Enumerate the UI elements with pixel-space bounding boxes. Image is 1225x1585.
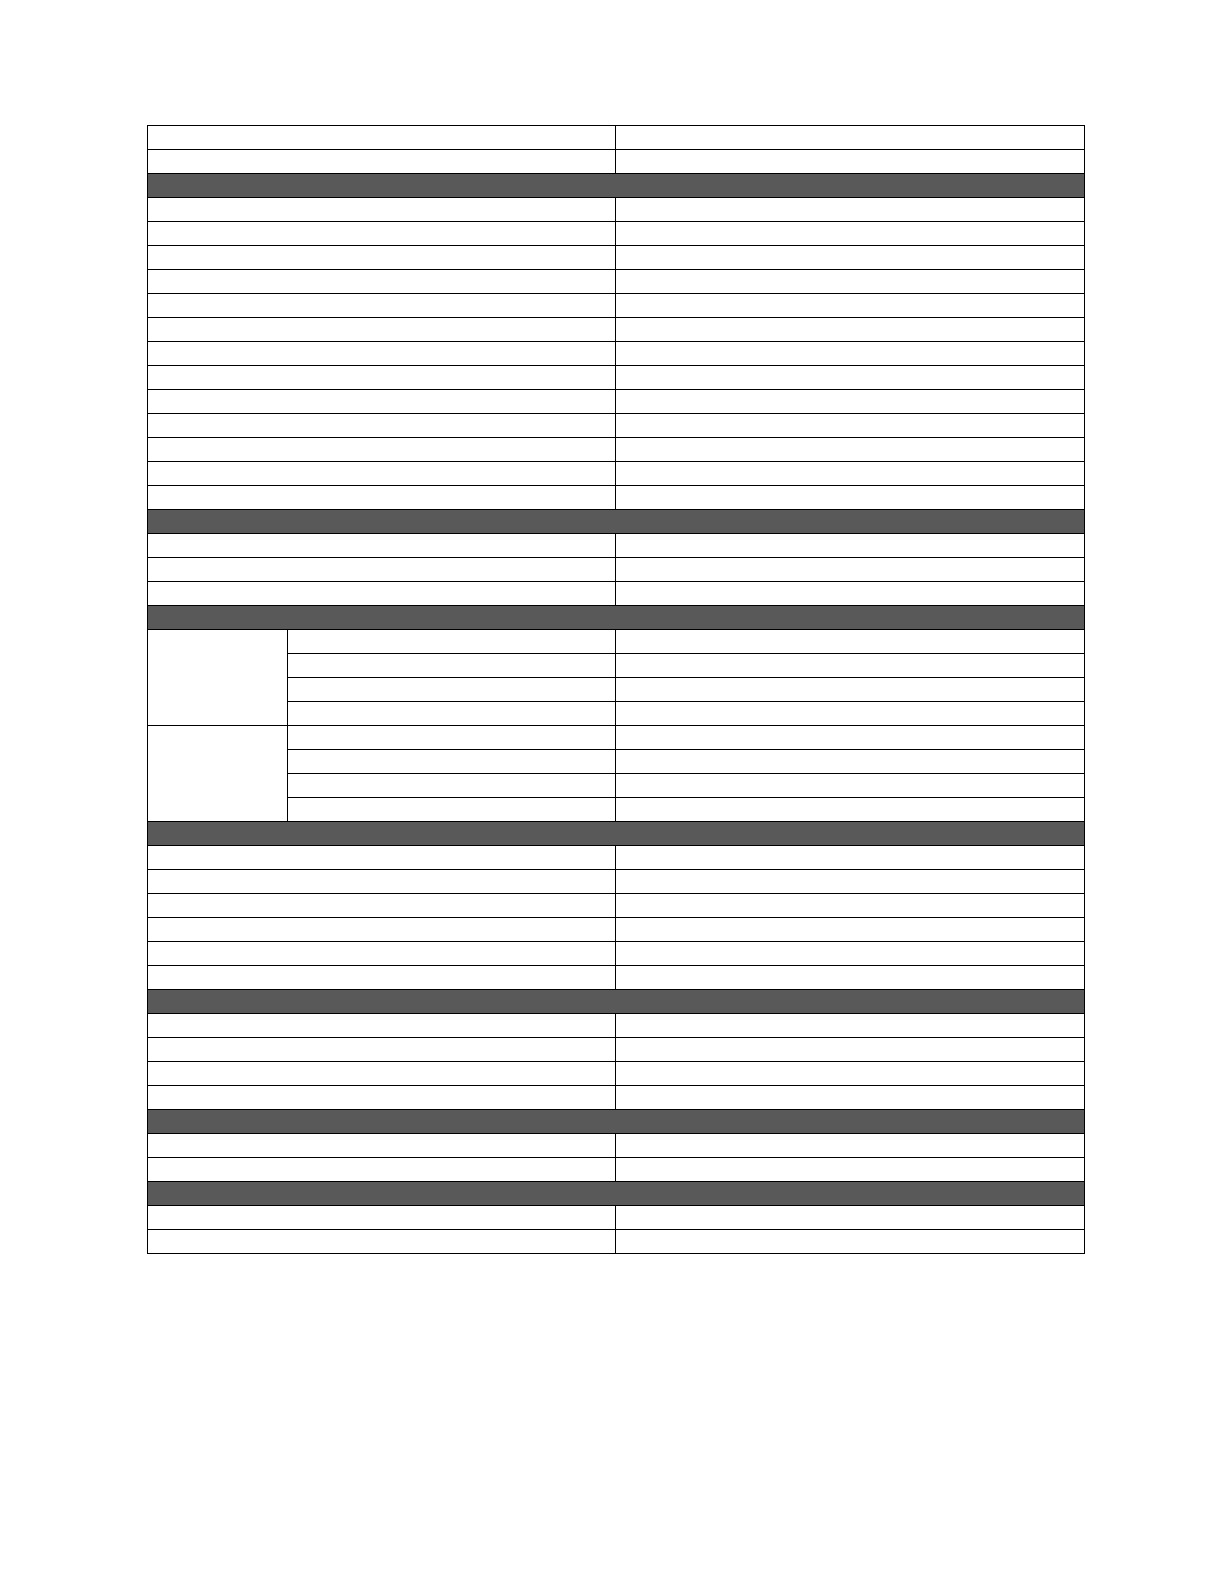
- row-value: [616, 1134, 1085, 1158]
- table-row: [148, 318, 1085, 342]
- table-row: [148, 1134, 1085, 1158]
- table-row: [148, 1206, 1085, 1230]
- sub-row-label: [288, 726, 616, 750]
- group-label: [148, 726, 288, 822]
- row-value: [616, 1014, 1085, 1038]
- table-row: [148, 150, 1085, 174]
- row-value: [616, 1062, 1085, 1086]
- section-header-row: [148, 510, 1085, 534]
- table-row: [148, 942, 1085, 966]
- row-label: [148, 198, 616, 222]
- row-value: [616, 1038, 1085, 1062]
- row-value: [616, 1206, 1085, 1230]
- table-row: [148, 366, 1085, 390]
- row-value: [616, 942, 1085, 966]
- table-row: [148, 1230, 1085, 1254]
- section-title: [148, 822, 1085, 846]
- row-value: [616, 366, 1085, 390]
- sub-row-label: [288, 750, 616, 774]
- row-value: [616, 486, 1085, 510]
- row-value: [616, 126, 1085, 150]
- table-row: [148, 462, 1085, 486]
- table-row: [148, 1038, 1085, 1062]
- table-row: [148, 846, 1085, 870]
- grouped-table-row: [148, 726, 1085, 750]
- row-label: [148, 558, 616, 582]
- row-label: [148, 1158, 616, 1182]
- table-row: [148, 246, 1085, 270]
- row-label: [148, 918, 616, 942]
- grouped-table-row: [148, 750, 1085, 774]
- row-label: [148, 942, 616, 966]
- row-label: [148, 1134, 616, 1158]
- table-row: [148, 870, 1085, 894]
- row-label: [148, 150, 616, 174]
- row-value: [616, 870, 1085, 894]
- row-value: [616, 1086, 1085, 1110]
- grouped-table-row: [148, 702, 1085, 726]
- table-row: [148, 1158, 1085, 1182]
- grouped-table-row: [148, 630, 1085, 654]
- row-value: [616, 534, 1085, 558]
- row-label: [148, 126, 616, 150]
- grouped-table-row: [148, 654, 1085, 678]
- sub-row-value: [616, 678, 1085, 702]
- table-row: [148, 198, 1085, 222]
- table-row: [148, 342, 1085, 366]
- group-label: [148, 630, 288, 726]
- row-value: [616, 558, 1085, 582]
- row-label: [148, 294, 616, 318]
- row-label: [148, 246, 616, 270]
- row-label: [148, 966, 616, 990]
- table-row: [148, 438, 1085, 462]
- table-row: [148, 390, 1085, 414]
- row-label: [148, 534, 616, 558]
- row-value: [616, 966, 1085, 990]
- row-value: [616, 318, 1085, 342]
- section-header-row: [148, 1182, 1085, 1206]
- table-row: [148, 894, 1085, 918]
- row-label: [148, 270, 616, 294]
- section-title: [148, 174, 1085, 198]
- table-row: [148, 582, 1085, 606]
- sub-row-value: [616, 774, 1085, 798]
- row-value: [616, 270, 1085, 294]
- table-row: [148, 1062, 1085, 1086]
- sub-row-value: [616, 630, 1085, 654]
- spec-table: [147, 125, 1085, 1254]
- grouped-table-row: [148, 774, 1085, 798]
- row-value: [616, 198, 1085, 222]
- row-label: [148, 1062, 616, 1086]
- row-value: [616, 582, 1085, 606]
- sub-row-label: [288, 678, 616, 702]
- row-label: [148, 1086, 616, 1110]
- section-header-row: [148, 174, 1085, 198]
- section-header-row: [148, 1110, 1085, 1134]
- table-row: [148, 486, 1085, 510]
- row-label: [148, 1038, 616, 1062]
- sub-row-value: [616, 654, 1085, 678]
- sub-row-label: [288, 630, 616, 654]
- table-row: [148, 126, 1085, 150]
- section-title: [148, 1182, 1085, 1206]
- row-value: [616, 222, 1085, 246]
- row-label: [148, 414, 616, 438]
- table-row: [148, 270, 1085, 294]
- row-label: [148, 366, 616, 390]
- row-label: [148, 390, 616, 414]
- row-label: [148, 486, 616, 510]
- row-label: [148, 1206, 616, 1230]
- section-header-row: [148, 822, 1085, 846]
- section-title: [148, 510, 1085, 534]
- sub-row-label: [288, 774, 616, 798]
- row-value: [616, 390, 1085, 414]
- grouped-table-row: [148, 798, 1085, 822]
- row-label: [148, 870, 616, 894]
- row-value: [616, 918, 1085, 942]
- section-title: [148, 606, 1085, 630]
- row-value: [616, 150, 1085, 174]
- row-value: [616, 294, 1085, 318]
- section-header-row: [148, 606, 1085, 630]
- grouped-table-row: [148, 678, 1085, 702]
- row-label: [148, 318, 616, 342]
- table-row: [148, 294, 1085, 318]
- row-label: [148, 582, 616, 606]
- table-row: [148, 222, 1085, 246]
- sub-row-value: [616, 726, 1085, 750]
- row-value: [616, 894, 1085, 918]
- row-label: [148, 462, 616, 486]
- row-label: [148, 222, 616, 246]
- row-label: [148, 894, 616, 918]
- sub-row-label: [288, 702, 616, 726]
- row-label: [148, 1230, 616, 1254]
- row-value: [616, 846, 1085, 870]
- table-row: [148, 1086, 1085, 1110]
- section-header-row: [148, 990, 1085, 1014]
- table-row: [148, 918, 1085, 942]
- row-value: [616, 438, 1085, 462]
- sub-row-label: [288, 798, 616, 822]
- table-row: [148, 558, 1085, 582]
- row-value: [616, 414, 1085, 438]
- table-row: [148, 414, 1085, 438]
- table-row: [148, 966, 1085, 990]
- spec-table-body: [148, 126, 1085, 1254]
- section-title: [148, 990, 1085, 1014]
- row-value: [616, 246, 1085, 270]
- row-value: [616, 342, 1085, 366]
- sub-row-value: [616, 702, 1085, 726]
- row-value: [616, 1230, 1085, 1254]
- row-value: [616, 462, 1085, 486]
- sub-row-label: [288, 654, 616, 678]
- row-label: [148, 846, 616, 870]
- table-row: [148, 1014, 1085, 1038]
- section-title: [148, 1110, 1085, 1134]
- row-label: [148, 342, 616, 366]
- row-label: [148, 438, 616, 462]
- sub-row-value: [616, 798, 1085, 822]
- table-row: [148, 534, 1085, 558]
- sub-row-value: [616, 750, 1085, 774]
- row-value: [616, 1158, 1085, 1182]
- row-label: [148, 1014, 616, 1038]
